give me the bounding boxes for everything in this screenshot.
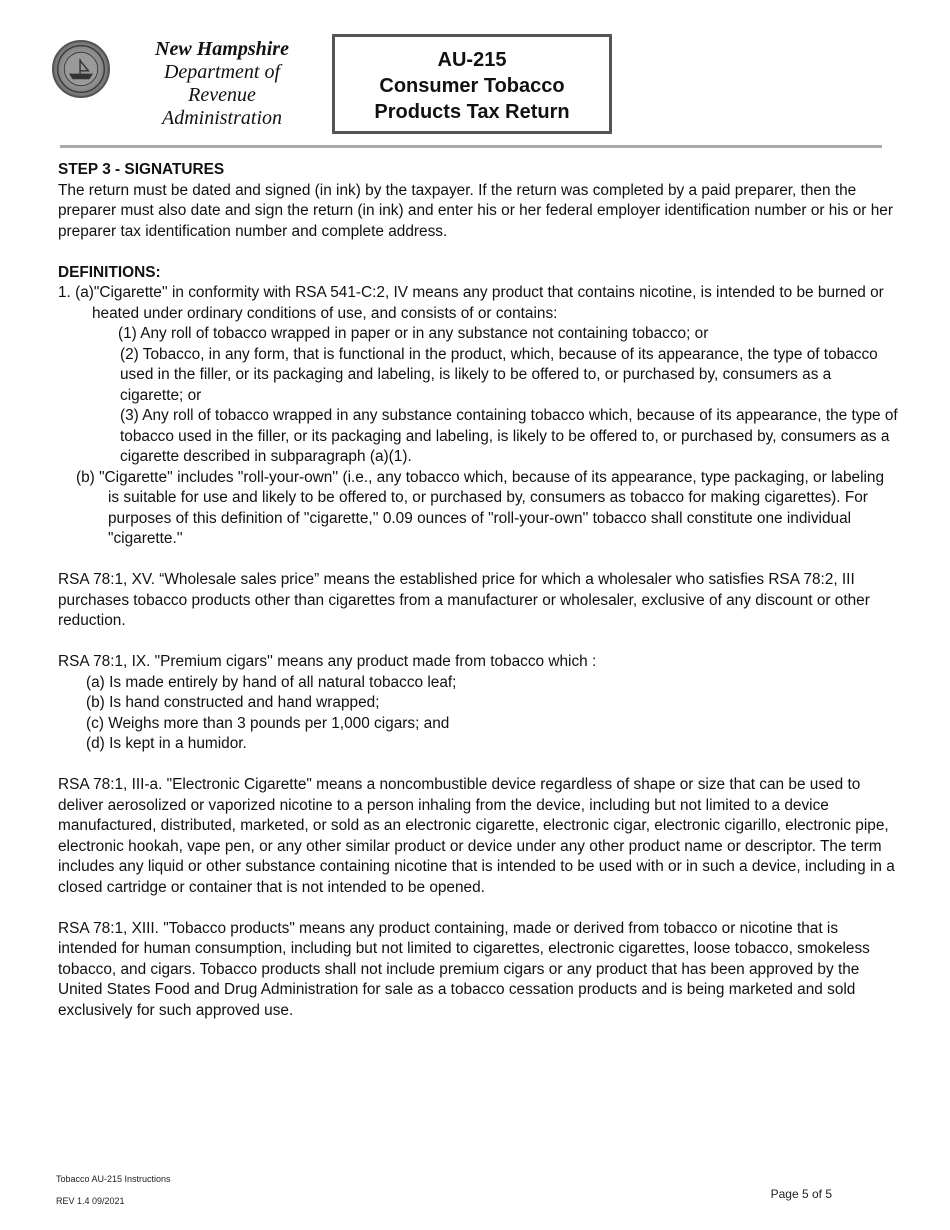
step3-text: The return must be dated and signed (in ink) by the taxpayer. If the return was completed by a paid preparer, then the preparer must also date and sign the return (in ink) and enter his or her federal employer identification number or his or her preparer tax identification number and complete address. [58, 181, 893, 240]
definition-premium-cigars: RSA 78:1, IX. "Premium cigars'' means any product made from tobacco which : [58, 653, 597, 670]
definition-wholesale-price: RSA 78:1, XV. “Wholesale sales price” means the established price for which a wholesaler who satisfies RSA 78:2, III purchases tobacco products other than cigarettes from a manufacturer or wholesaler, exclusive of any discount or other reduction. [58, 571, 870, 629]
form-title-line2: Products Tax Return [374, 101, 570, 123]
form-number: AU-215 [437, 49, 507, 71]
agency-department: Department of [163, 61, 281, 83]
definition-cigarette-a1: (1) Any roll of tobacco wrapped in paper or in any substance not containing tobacco; or [118, 325, 709, 342]
premium-cigar-item: (b) Is hand constructed and hand wrapped; [86, 694, 380, 711]
definition-cigarette-b: (b) "Cigarette'' includes "roll-your-own'' (i.e., any tobacco which, because of its appearance, type packaging, or labeling is suitable for use and likely to be offered to, or purchased by, consumers as tobacco for making cigarettes). For purposes of this definition of "cigarette,'' 0.09 ounces of "roll-your-own'' tobacco shall constitute one individual "cigarette.'' [76, 468, 885, 547]
definition-cigarette-a3: (3) Any roll of tobacco wrapped in any substance containing tobacco which, because of its appearance, the type of tobacco used in the filler, or its packaging and labeling, is likely to be offered to, or purchased by, consumers as a cigarette described in subparagraph (a)(1). [120, 407, 898, 465]
definitions-heading: DEFINITIONS: [58, 263, 161, 281]
agency-division: Revenue Administration [161, 84, 282, 129]
spacer [58, 898, 898, 919]
agency-state: New Hampshire [155, 38, 289, 60]
form-title-box [332, 34, 612, 134]
premium-cigar-item: (a) Is made entirely by hand of all natural tobacco leaf; [86, 673, 457, 691]
step3-heading: STEP 3 - SIGNATURES [58, 161, 225, 178]
premium-cigar-item: (d) Is kept in a humidor. [86, 735, 247, 752]
spacer [58, 755, 898, 776]
page-number: Page 5 of 5 [770, 1187, 832, 1201]
spacer [58, 632, 898, 653]
premium-cigar-item: (c) Weighs more than 3 pounds per 1,000 cigars; and [86, 714, 450, 732]
definition-electronic-cigarette: RSA 78:1, III-a. "Electronic Cigarette" means a noncombustible device regardless of shape or size that can be used to deliver aerosolized or vaporized nicotine to a person inhaling from the device, including but not limited to a device manufactured, distributed, marketed, or sold as an electronic cigarette, electronic cigar, electronic cigarillo, electronic pipe, electronic hookah, vape pen, or any other similar product or device under any other product name or descriptor. The term includes any liquid or other substance containing nicotine that is intended to be used with or in such a device, including in a closed cartridge or container that is not intended to be opened. [58, 776, 895, 896]
footer-revision: REV 1.4 09/2021 [56, 1196, 125, 1206]
page-content [58, 160, 898, 1021]
definition-cigarette-a2: (2) Tobacco, in any form, that is functional in the product, which, because of its appearance, the type of tobacco used in the filler, or its packaging and labeling, is likely to be offered to, or purchased by, consumers as a cigarette; or [120, 345, 878, 404]
definition-tobacco-products: RSA 78:1, XIII. "Tobacco products" means any product containing, made or derived from tobacco or nicotine that is intended for human consumption, including but not limited to cigarettes, electronic cigarettes, loose tobacco, smokeless tobacco, and cigars. Tobacco products shall not include premium cigars or any product that has been approved by the United States Food and Drug Administration for sale as a tobacco cessation products and is being marketed and sold exclusively for such approved use. [58, 919, 870, 1019]
form-title-line1: Consumer Tobacco [379, 75, 565, 97]
agency-name [128, 38, 316, 130]
definition-cigarette-a: 1. (a)"Cigarette'' in conformity with RSA 541-C:2, IV means any product that contains nicotine, is intended to be burned or heated under ordinary conditions of use, and consists of or contains: [58, 284, 884, 322]
state-seal-icon [52, 40, 110, 98]
header-divider [60, 145, 882, 148]
footer-document-name: Tobacco AU-215 Instructions [56, 1174, 171, 1184]
spacer [58, 242, 898, 263]
spacer [58, 550, 898, 571]
